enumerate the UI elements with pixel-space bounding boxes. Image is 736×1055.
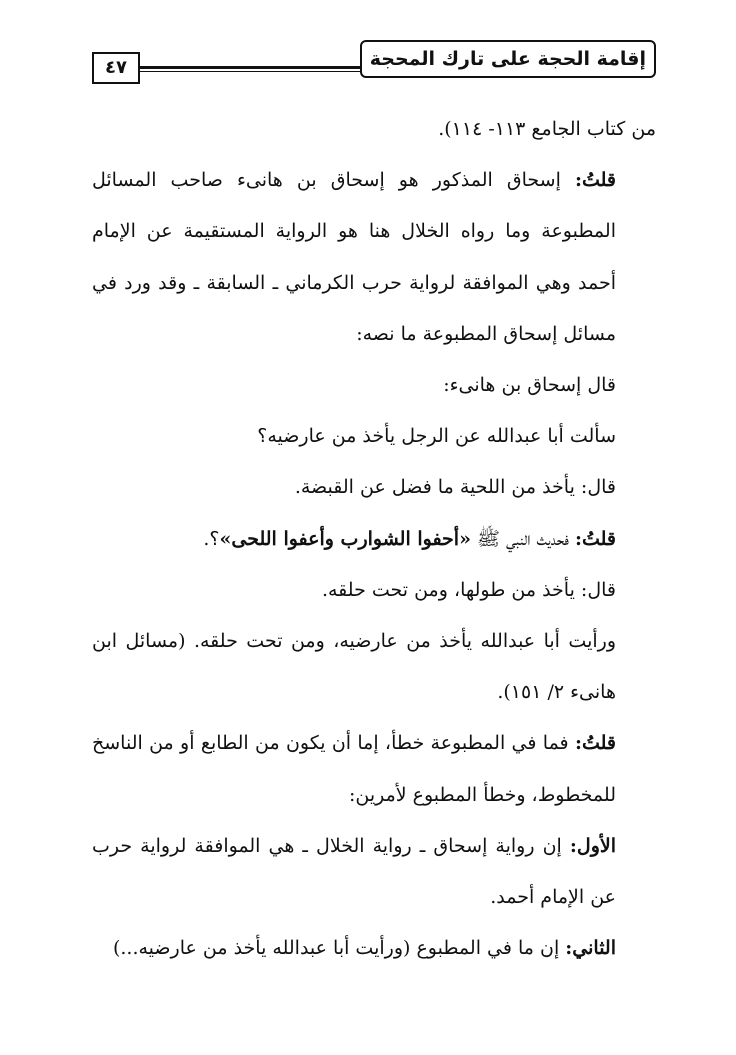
- paragraph-answer: [92, 462, 656, 513]
- hadith-quote: «أحفوا الشوارب وأعفوا اللحى»: [219, 527, 471, 550]
- paragraph-lead: الأول:: [569, 834, 616, 857]
- paragraph-text: ورأيت أبا عبدالله يأخذ من عارضيه، ومن تحت حلقه. (مسائل ابن هانىء ٢/ ١٥١).: [92, 630, 616, 704]
- paragraph-lead: قلتُ:: [574, 169, 616, 192]
- paragraph-comment: [92, 155, 656, 360]
- paragraph-text: فحديث النبي ﷺ: [470, 527, 575, 550]
- page-number: ٤٧: [92, 52, 140, 84]
- paragraph-tail: ؟.: [203, 527, 220, 550]
- paragraph-continuation: [92, 104, 656, 155]
- paragraph-text: فما في المطبوعة خطأ، إما أن يكون من الطابع أو من الناسخ للمخطوط، وخطأ المطبوع لأمرين:: [92, 732, 616, 806]
- paragraph-text: قال: يأخذ من اللحية ما فضل عن القبضة.: [294, 476, 616, 499]
- paragraph-text: من كتاب الجامع ١١٣- ١١٤).: [438, 118, 656, 140]
- paragraph-answer-2: [92, 565, 656, 616]
- main-text: [92, 104, 656, 974]
- paragraph-question: [92, 411, 656, 462]
- paragraph-observation: [92, 616, 656, 718]
- page-header: [92, 40, 656, 88]
- paragraph-text: قال إسحاق بن هانىء:: [443, 374, 616, 397]
- paragraph-lead: قلتُ:: [574, 527, 616, 550]
- paragraph-text: إن رواية إسحاق ـ رواية الخلال ـ هي الموافقة لرواية حرب عن الإمام أحمد.: [92, 834, 616, 909]
- paragraph-text: سألت أبا عبدالله عن الرجل يأخذ من عارضيه؟: [257, 425, 616, 448]
- paragraph-hadith: [92, 514, 656, 565]
- paragraph-text: قال: يأخذ من طولها، ومن تحت حلقه.: [321, 578, 616, 601]
- paragraph-second-reason: [92, 923, 656, 974]
- paragraph-lead: قلتُ:: [574, 732, 616, 755]
- paragraph-first-reason: [92, 821, 656, 923]
- running-title: إقامة الحجة على تارك المحجة: [360, 40, 656, 78]
- paragraph-text: إسحاق المذكور هو إسحاق بن هانىء صاحب المسائل المطبوعة وما رواه الخلال هنا هو الرواية المستقيمة عن الإمام أحمد وهي الموافقة لرواية حرب الكرماني ـ السابقة ـ وقد ورد في مسائل إسحاق المطبوعة ما نصه:: [92, 169, 616, 345]
- paragraph-quote-intro: [92, 360, 656, 411]
- paragraph-comment-2: [92, 718, 656, 820]
- paragraph-text: إن ما في المطبوع (ورأيت أبا عبدالله يأخذ من عارضيه...): [112, 937, 566, 960]
- paragraph-lead: الثاني:: [565, 937, 616, 960]
